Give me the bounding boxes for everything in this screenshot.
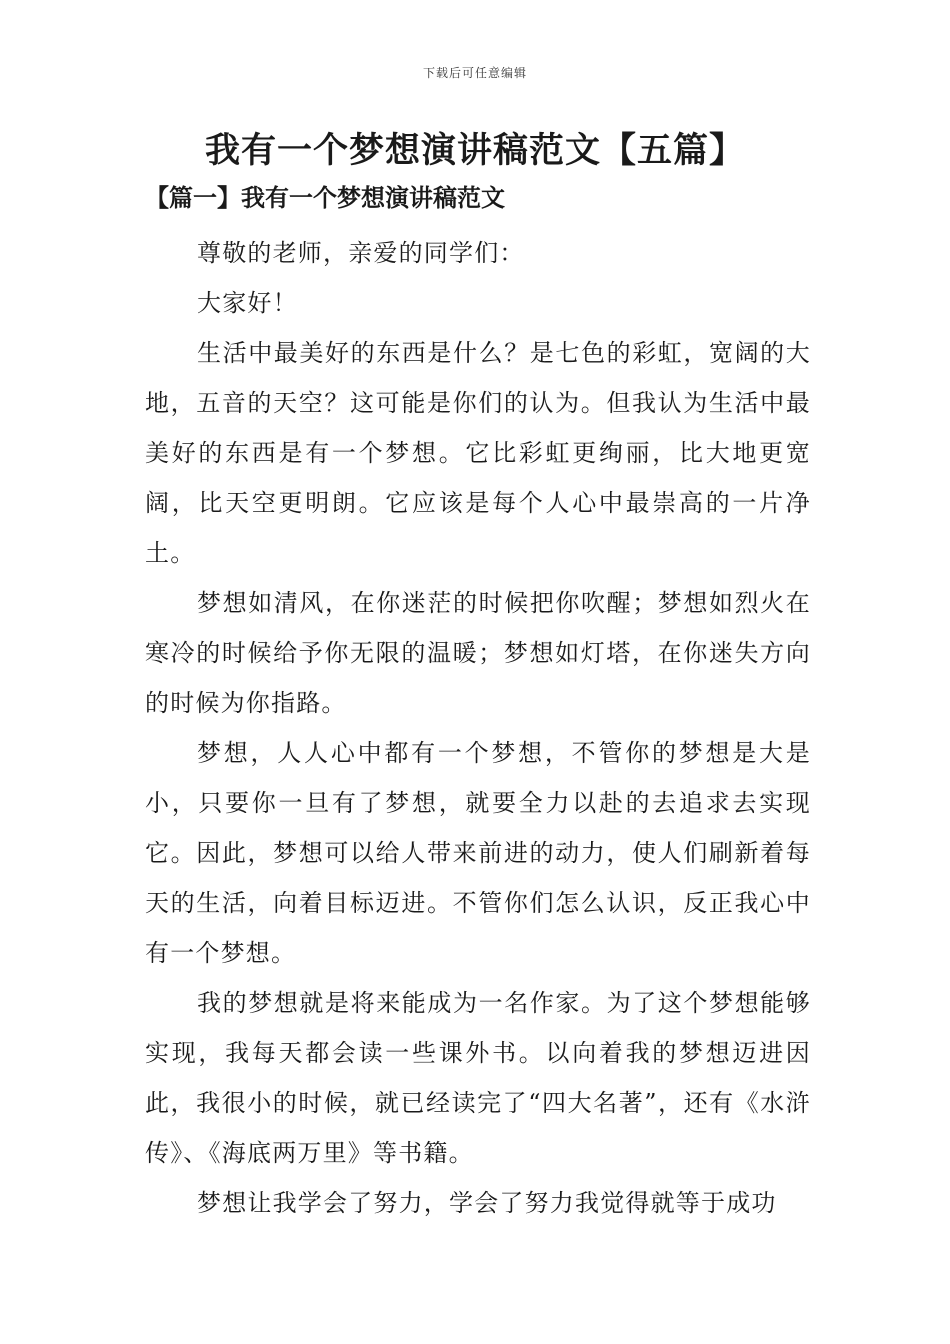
paragraph-greeting-salutation: 尊敬的老师，亲爱的同学们： — [197, 239, 525, 267]
paragraph: 我的梦想就是将来能成为一名作家。为了这个梦想能够实现，我每天都会读一些课外书。以向着我的梦想迈进因此，我很小的时候，就已经读完了“四大名著”，还有《水浒传》、《海底两万里》等书籍。 — [145, 989, 811, 1167]
paragraph: 生活中最美好的东西是什么？是七色的彩虹，宽阔的大地，五音的天空？这可能是你们的认为。但我认为生活中最美好的东西是有一个梦想。它比彩虹更绚丽，比大地更宽阔，比天空更明朗。它应该是每个人心中最崇高的一片净土。 — [145, 339, 811, 567]
paragraph: 梦想让我学会了努力，学会了努力我觉得就等于成功 — [197, 1189, 777, 1217]
paragraph-greeting: 大家好！ — [197, 289, 298, 317]
document-title: 我有一个梦想演讲稿范文【五篇】 — [204, 130, 745, 171]
header-note: 下载后可任意编辑 — [422, 66, 527, 80]
paragraph: 梦想，人人心中都有一个梦想，不管你的梦想是大是小，只要你一旦有了梦想，就要全力以赴的去追求去实现它。因此，梦想可以给人带来前进的动力，使人们刷新着每天的生活，向着目标迈进。不管你们怎么认识，反正我心中有一个梦想。 — [145, 739, 811, 967]
section-heading: 【篇一】我有一个梦想演讲稿范文 — [145, 183, 505, 212]
paragraph: 梦想如清风，在你迷茫的时候把你吹醒；梦想如烈火在寒冷的时候给予你无限的温暖；梦想如灯塔，在你迷失方向的时候为你指路。 — [145, 589, 811, 717]
document-body — [145, 228, 811, 1228]
